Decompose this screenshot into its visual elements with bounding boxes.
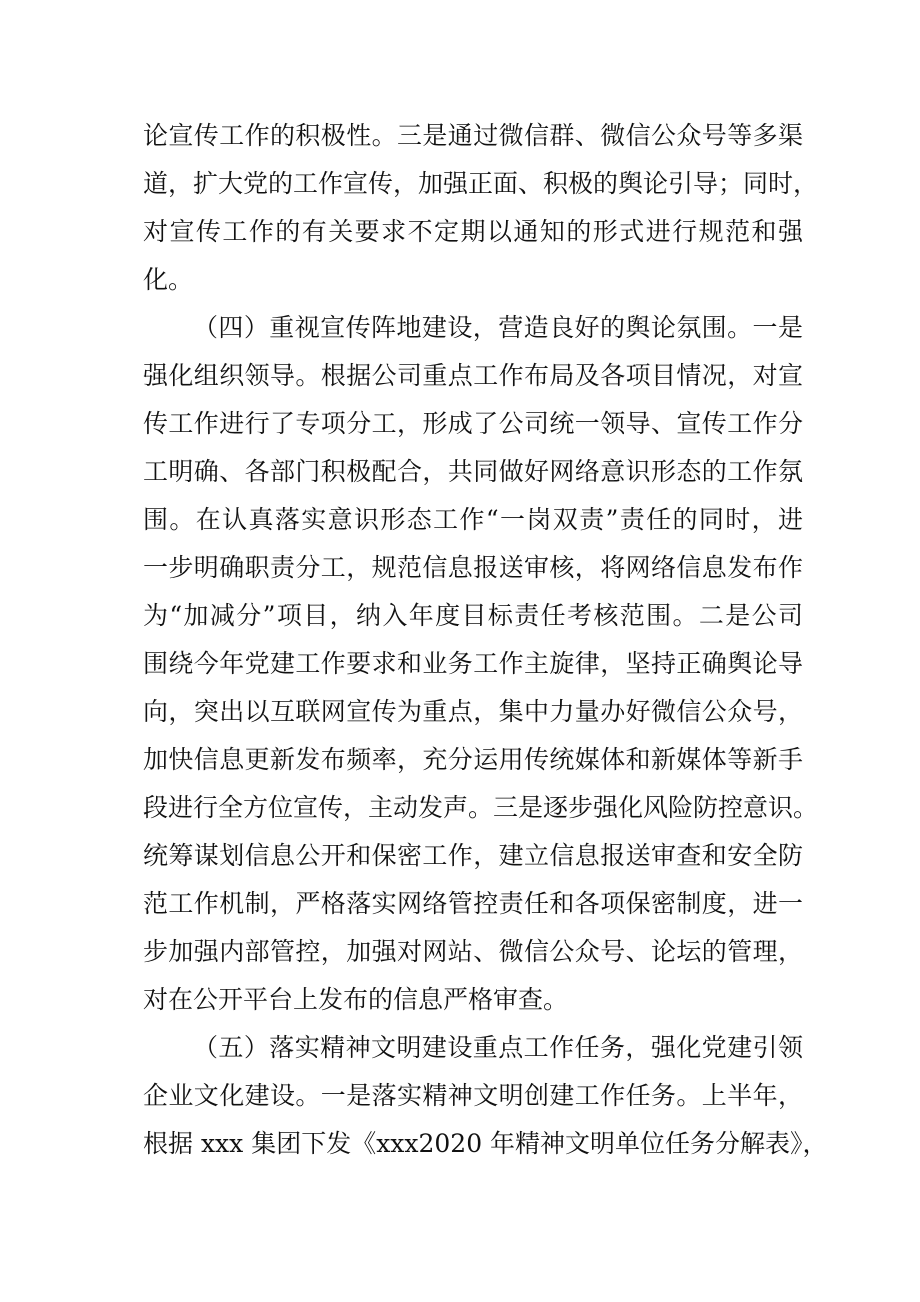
text-line: 企业文化建设。一是落实精神文明创建工作任务。上半年， [143,1081,803,1110]
text-line: 围。在认真落实意识形态工作“一岗双责”责任的同时，进 [143,505,803,534]
text-line: 对在公开平台上发布的信息严格审查。 [143,985,569,1014]
text-line: 段进行全方位宣传，主动发声。三是逐步强化风险防控意识。 [143,793,819,822]
text-line: 步加强内部管控，加强对网站、微信公众号、论坛的管理， [143,937,803,966]
text-line: 围绕今年党建工作要求和业务工作主旋律，坚持正确舆论导 [143,649,803,678]
text-line: 道，扩大党的工作宣传，加强正面、积极的舆论引导；同时， [143,169,819,198]
text-line: 强化组织领导。根据公司重点工作布局及各项目情况，对宣 [143,361,803,390]
text-line: 传工作进行了专项分工，形成了公司统一领导、宣传工作分 [143,409,803,438]
text-line: 根据 xxx 集团下发《xxx2020 年精神文明单位任务分解表》， [143,1129,828,1158]
text-line: 加快信息更新发布频率，充分运用传统媒体和新媒体等新手 [143,745,803,774]
text-line: 工明确、各部门积极配合，共同做好网络意识形态的工作氛 [143,457,803,486]
text-line: 化。 [143,265,194,294]
text-line: 统筹谋划信息公开和保密工作，建立信息报送审查和安全防 [143,841,803,870]
text-line: 范工作机制，严格落实网络管控责任和各项保密制度，进一 [143,889,803,918]
text-line: 一步明确职责分工，规范信息报送审核，将网络信息发布作 [143,553,803,582]
paragraph-heading-line: （五）落实精神文明建设重点工作任务，强化党建引领 [193,1033,803,1062]
text-line: 论宣传工作的积极性。三是通过微信群、微信公众号等多渠 [143,121,803,150]
text-line: 对宣传工作的有关要求不定期以通知的形式进行规范和强 [143,217,803,246]
text-line: 向，突出以互联网宣传为重点，集中力量办好微信公众号， [143,697,803,726]
text-line: 为“加减分”项目，纳入年度目标责任考核范围。二是公司 [143,601,803,630]
paragraph-heading-line: （四）重视宣传阵地建设，营造良好的舆论氛围。一是 [193,313,803,342]
